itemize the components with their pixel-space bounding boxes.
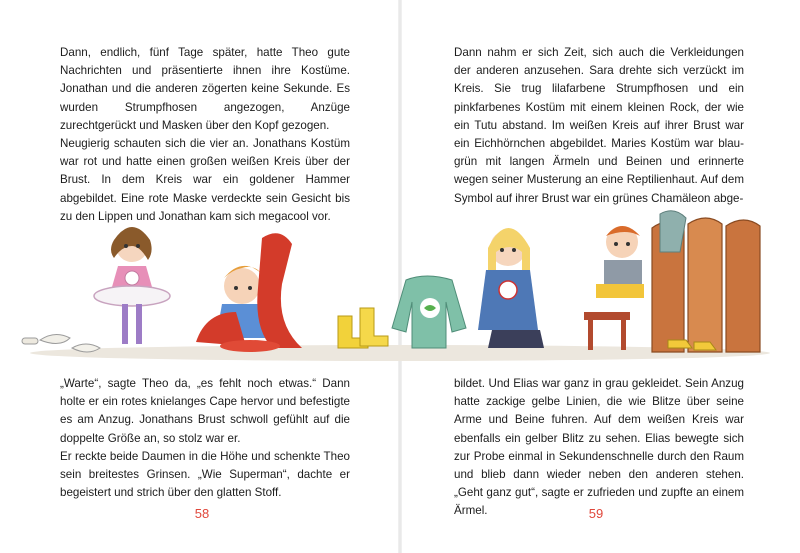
paragraph: Neugierig schauten sich die vier an. Jonathans Kostüm war rot und hatte einen großen weißen Kreis über der Brust. In dem Kreis war ein goldener Hammer abgebildet. Eine rote Maske verdeckte sein Gesicht bis zu den Lippen und Jonathan kam sich megacool vor. — [60, 137, 350, 223]
paragraph: Er reckte beide Daumen in die Höhe und schenkte Theo sein breitestes Grinsen. „Wie Superman“, dachte er begeistert und strich über den glatten Stoff. — [60, 449, 350, 500]
paragraph: „Warte“, sagte Theo da, „es fehlt noch etwas.“ Dann holte er ein rotes knielanges Cape hervor und befestigte es am Anzug. Jonathans Brust schwoll gefühlt auf die doppelte Größe an, so stolz war er. — [60, 377, 350, 445]
green-costume-icon — [392, 276, 466, 348]
left-bottom-text — [60, 375, 350, 502]
paragraph: Dann nahm er sich Zeit, sich auch die Verkleidungen der anderen anzusehen. Sara drehte sich verzückt im Kreis. Sie trug lilafarbene Strumpfhosen und ein pinkfarbenes Kostüm mit einem kleinen Rock, der wie ein Tutu abstand. Im weißen Kreis auf ihrer Brust war ein Eichhörnchen abgebildet. Maries Kostüm war blau-grün mit langen Ärmeln und Beinen und erinnerte wegen seiner Musterung an eine Reptilienhaut. Auf dem Symbol auf ihrer Brust war ein grünes Chamäleon abge- — [454, 46, 744, 205]
changing-screen-icon — [652, 211, 760, 352]
left-top-text — [60, 44, 350, 226]
jonathan-figure-icon — [196, 233, 302, 352]
marie-figure-icon — [478, 228, 544, 348]
elias-figure-icon — [596, 226, 644, 298]
scattered-clothes-icon — [22, 334, 100, 352]
costume-illustration — [0, 208, 800, 368]
page-number-left: 58 — [194, 506, 210, 521]
right-bottom-text — [454, 375, 744, 521]
paragraph: Dann, endlich, fünf Tage später, hatte Theo gute Nachrichten und präsentierte ihnen ihre Kostüme. Jonathan und die anderen zögerten keine Sekunde. Es wurden Strumpfhosen angezogen, Anzüge zurechtgerückt und Masken über den Kopf gezogen. — [60, 46, 350, 132]
sara-figure-icon — [94, 227, 170, 344]
page-number-right: 59 — [588, 506, 604, 521]
paragraph: bildet. Und Elias war ganz in grau gekleidet. Sein Anzug hatte zackige gelbe Linien, die wie Blitze über seine Arme und Beine fuhren. Auf dem weißen Kreis war ebenfalls ein gelber Blitz zu sehen. Elias bewegte sich zur Probe einmal in Sekundenschnelle durch den Raum und blieb dann wieder neben den anderen stehen. „Geht ganz gut“, sagte er zufrieden und zupfte an einem Ärmel. — [454, 377, 744, 518]
chair-icon — [584, 312, 630, 350]
yellow-boots-icon — [338, 308, 388, 348]
right-top-text — [454, 44, 744, 208]
